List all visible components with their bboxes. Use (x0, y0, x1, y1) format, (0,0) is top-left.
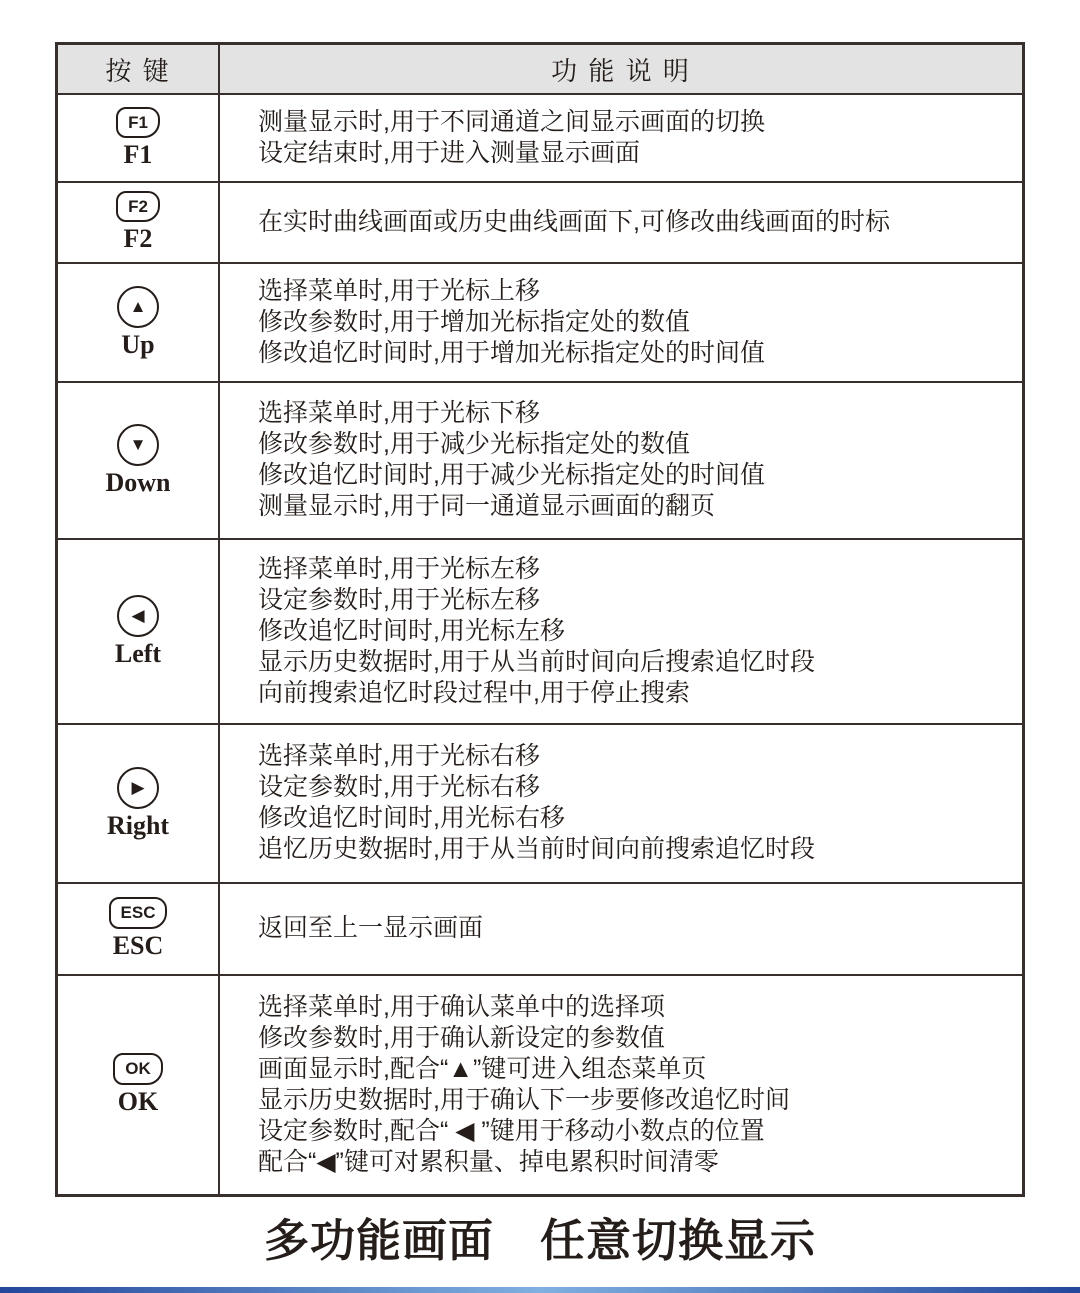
description-line: 设定结束时,用于进入测量显示画面 (258, 139, 640, 167)
description-line: 设定参数时,配合“ ◀ ”键用于移动小数点的位置 (258, 1116, 765, 1145)
description-line: 向前搜索追忆时段过程中,用于停止搜索 (258, 678, 690, 707)
description-line: 修改追忆时间时,用于增加光标指定处的时间值 (258, 338, 765, 367)
down-arrow-key-icon: ▼ (117, 424, 159, 466)
description-line: 选择菜单时,用于光标右移 (258, 742, 540, 771)
description-line: 在实时曲线画面或历史曲线画面下,可修改曲线画面的时标 (258, 207, 890, 236)
description-line: 显示历史数据时,用于确认下一步要修改追忆时间 (258, 1085, 790, 1114)
function-description-cell (220, 95, 1022, 181)
function-description-cell (220, 976, 1022, 1194)
up-arrow-key-icon: ▲ (117, 286, 159, 328)
esc-key-icon: ESC (109, 897, 168, 928)
header-key-column: 按 键 (58, 45, 220, 93)
description-line: 选择菜单时,用于光标下移 (258, 399, 540, 428)
key-label: Left (114, 638, 162, 668)
description-line: 修改参数时,用于增加光标指定处的数值 (258, 307, 690, 336)
description-line: 选择菜单时,用于确认菜单中的选择项 (258, 992, 665, 1021)
key-label: Down (105, 467, 171, 497)
page-title: 多功能画面 任意切换显示 (263, 1215, 816, 1266)
description-line: 测量显示时,用于同一通道显示画面的翻页 (258, 492, 715, 521)
description-line: 选择菜单时,用于光标上移 (258, 276, 540, 305)
description-line: 设定参数时,用于光标右移 (258, 773, 540, 802)
table-row (58, 882, 1022, 974)
key-label: ESC (112, 930, 164, 960)
table-header-row (58, 45, 1022, 93)
ok-key-icon: OK (113, 1053, 163, 1084)
function-description-cell (220, 540, 1022, 723)
description-line: 画面显示时,配合“▲”键可进入组态菜单页 (258, 1054, 707, 1083)
key-function-table (55, 42, 1025, 1197)
header-function-column: 功 能 说 明 (551, 55, 691, 86)
key-cell (58, 884, 220, 974)
description-line: 修改追忆时间时,用光标左移 (258, 616, 565, 645)
key-label: Up (121, 329, 155, 359)
description-line: 显示历史数据时,用于从当前时间向后搜索追忆时段 (258, 647, 815, 676)
description-line: 配合“◀”键可对累积量、掉电累积时间清零 (258, 1147, 719, 1176)
f2-key-icon: F2 (116, 191, 160, 222)
table-row (58, 538, 1022, 723)
description-line: 修改参数时,用于减少光标指定处的数值 (258, 430, 690, 459)
description-line: 选择菜单时,用于光标左移 (258, 554, 540, 583)
description-line: 修改追忆时间时,用于减少光标指定处的时间值 (258, 461, 765, 490)
description-line: 修改追忆时间时,用光标右移 (258, 804, 565, 833)
key-label: OK (117, 1086, 159, 1116)
key-cell (58, 264, 220, 381)
table-row (58, 181, 1022, 262)
function-description-cell (220, 725, 1022, 882)
key-cell (58, 976, 220, 1194)
function-description-cell (220, 183, 1022, 262)
function-description-cell (220, 884, 1022, 974)
table-row (58, 381, 1022, 538)
f1-key-icon: F1 (116, 107, 160, 138)
key-label: F2 (123, 224, 153, 254)
description-line: 测量显示时,用于不同通道之间显示画面的切换 (258, 108, 765, 136)
description-line: 追忆历史数据时,用于从当前时间向前搜索追忆时段 (258, 835, 815, 864)
right-arrow-key-icon: ▶ (117, 767, 159, 809)
key-label: Right (106, 810, 170, 840)
table-row (58, 974, 1022, 1194)
description-line: 修改参数时,用于确认新设定的参数值 (258, 1023, 665, 1052)
table-row (58, 93, 1022, 181)
description-line: 返回至上一显示画面 (258, 914, 484, 943)
function-description-cell (220, 264, 1022, 381)
key-cell (58, 725, 220, 882)
key-cell (58, 95, 220, 181)
description-line: 设定参数时,用于光标左移 (258, 585, 540, 614)
table-row (58, 262, 1022, 381)
key-cell (58, 383, 220, 538)
key-cell (58, 183, 220, 262)
left-arrow-key-icon: ◀ (117, 595, 159, 637)
key-label: F1 (123, 139, 153, 169)
bottom-accent-bar (0, 1287, 1080, 1293)
function-description-cell (220, 383, 1022, 538)
table-row (58, 723, 1022, 882)
key-cell (58, 540, 220, 723)
